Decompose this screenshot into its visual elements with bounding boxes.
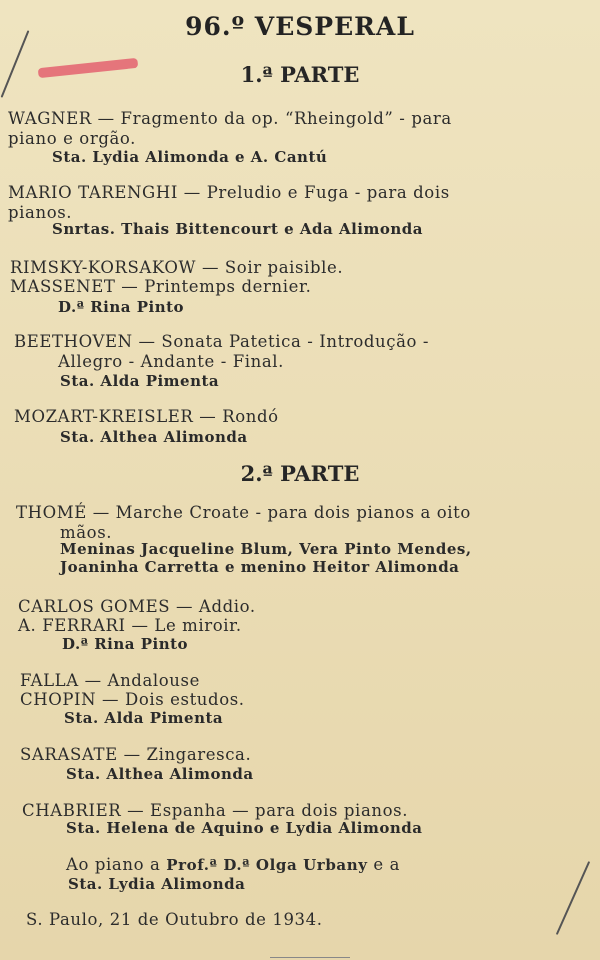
part-two-heading: 2.ª PARTE bbox=[240, 461, 360, 486]
accompanist-conj: e a bbox=[367, 855, 401, 874]
piece-wagner-cont: piano e orgão. bbox=[8, 129, 137, 148]
piece-chabrier: CHABRIER — Espanha — para dois pianos. bbox=[22, 801, 409, 820]
piece-sarasate: SARASATE — Zingaresca. bbox=[20, 745, 252, 764]
piece-thome-cont: mãos. bbox=[60, 523, 113, 542]
piece-beethoven: BEETHOVEN — Sonata Patetica - Introdução - bbox=[14, 332, 430, 351]
piece-tarenghi: MARIO TARENGHI — Preludio e Fuga - para dois bbox=[8, 183, 450, 202]
performer-alda-1: Sta. Alda Pimenta bbox=[60, 372, 220, 390]
piece-thome: THOMÉ — Marche Croate - para dois pianos a oito bbox=[16, 503, 471, 522]
piece-falla: FALLA — Andalouse bbox=[20, 671, 200, 690]
place-date: S. Paulo, 21 de Outubro de 1934. bbox=[26, 910, 323, 929]
performer-althea-2: Sta. Althea Alimonda bbox=[66, 765, 254, 783]
performer-tarenghi: Snrtas. Thais Bittencourt e Ada Alimonda bbox=[52, 220, 423, 238]
performer-rina-2: D.ª Rina Pinto bbox=[62, 635, 189, 653]
performer-alda-2: Sta. Alda Pimenta bbox=[64, 709, 224, 727]
piece-tarenghi-cont: pianos. bbox=[8, 203, 73, 222]
pencil-stroke-bottom-right bbox=[556, 861, 590, 935]
accompanist-intro: Ao piano a bbox=[66, 855, 167, 874]
piece-ferrari: A. FERRARI — Le miroir. bbox=[18, 616, 242, 635]
accompanist-second: Sta. Lydia Alimonda bbox=[68, 875, 246, 893]
performer-rina-1: D.ª Rina Pinto bbox=[58, 298, 185, 316]
accompanist-line bbox=[66, 855, 400, 875]
piece-beethoven-cont: Allegro - Andante - Final. bbox=[58, 352, 285, 371]
accompanist-name: Prof.ª D.ª Olga Urbany bbox=[166, 856, 368, 874]
piece-mozart: MOZART-KREISLER — Rondó bbox=[14, 407, 279, 426]
piece-massenet: MASSENET — Printemps dernier. bbox=[10, 277, 312, 296]
part-one-heading: 1.ª PARTE bbox=[240, 62, 360, 87]
piece-rimsky: RIMSKY-KORSAKOW — Soir paisible. bbox=[10, 258, 344, 277]
performer-thome-1: Meninas Jacqueline Blum, Vera Pinto Mendes, bbox=[60, 540, 472, 558]
program-title: 96.º VESPERAL bbox=[185, 12, 415, 41]
piece-wagner: WAGNER — Fragmento da op. “Rheingold” - para bbox=[8, 109, 452, 128]
bottom-rule bbox=[270, 957, 350, 958]
piece-chopin: CHOPIN — Dois estudos. bbox=[20, 690, 245, 709]
piece-gomes: CARLOS GOMES — Addio. bbox=[18, 597, 256, 616]
performer-wagner: Sta. Lydia Alimonda e A. Cantú bbox=[52, 148, 328, 166]
performer-chabrier: Sta. Helena de Aquino e Lydia Alimonda bbox=[66, 819, 423, 837]
performer-thome-2: Joaninha Carretta e menino Heitor Alimonda bbox=[60, 558, 460, 576]
performer-althea-1: Sta. Althea Alimonda bbox=[60, 428, 248, 446]
